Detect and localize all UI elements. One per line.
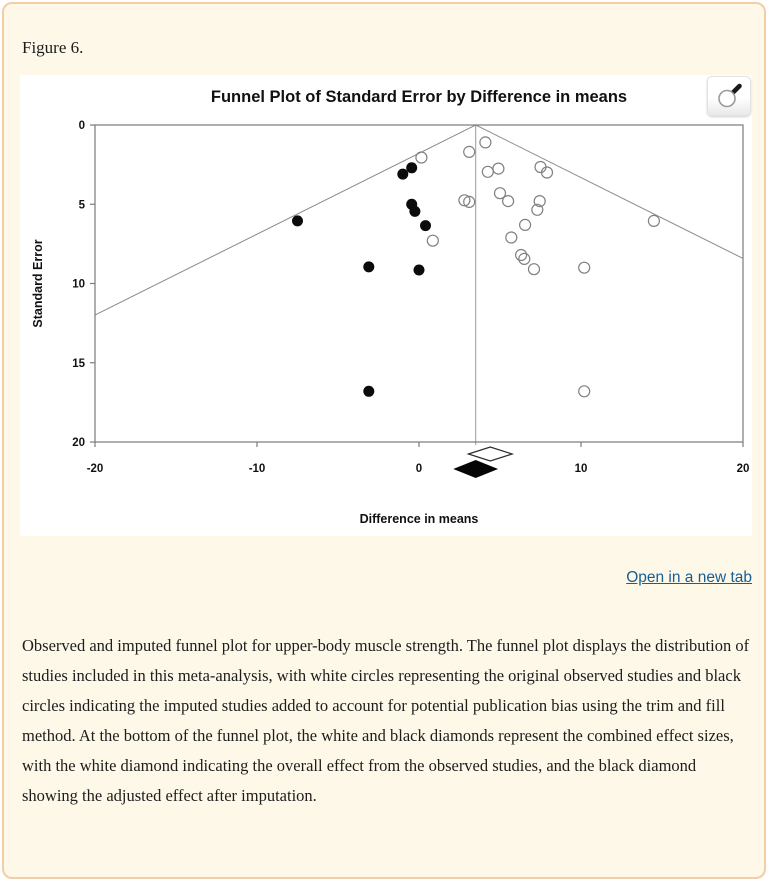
svg-text:20: 20 [72, 437, 85, 449]
svg-text:Funnel Plot of Standard Error: Funnel Plot of Standard Error by Difference in means [210, 88, 628, 106]
svg-text:15: 15 [72, 357, 85, 370]
svg-text:Standard Error: Standard Error [31, 239, 45, 328]
svg-text:10: 10 [574, 463, 588, 475]
zoom-figure-button[interactable] [707, 76, 751, 116]
figure-actions [20, 569, 754, 587]
magnifier-icon [715, 82, 743, 110]
figure-caption: Observed and imputed funnel plot for upper-body muscle strength. The funnel plot displays the distribution of studies included in this meta-analysis, with white circles representing the original observed studies and black circles indicating the imputed studies added to account for potential publication bias using the trim and fill method. At the bottom of the funnel plot, the white and black diamonds represent the combined effect sizes, with the white diamond indicating the overall effect from the observed studies, and the black diamond showing the adjusted effect after imputation. [22, 636, 750, 806]
svg-text:0: 0 [415, 463, 423, 475]
svg-text:-20: -20 [86, 463, 104, 475]
figure-label: Figure 6. [22, 38, 84, 57]
article-figure-panel [2, 2, 766, 879]
svg-text:Difference in means: Difference in means [359, 512, 479, 526]
svg-text:5: 5 [78, 199, 85, 212]
svg-text:-10: -10 [248, 463, 266, 475]
open-in-new-tab-link[interactable]: Open in a new tab [626, 569, 752, 586]
funnel-plot-chart [20, 75, 752, 536]
figure-card [20, 75, 752, 536]
svg-text:0: 0 [78, 120, 85, 132]
svg-text:20: 20 [736, 463, 750, 475]
svg-text:10: 10 [72, 278, 85, 291]
